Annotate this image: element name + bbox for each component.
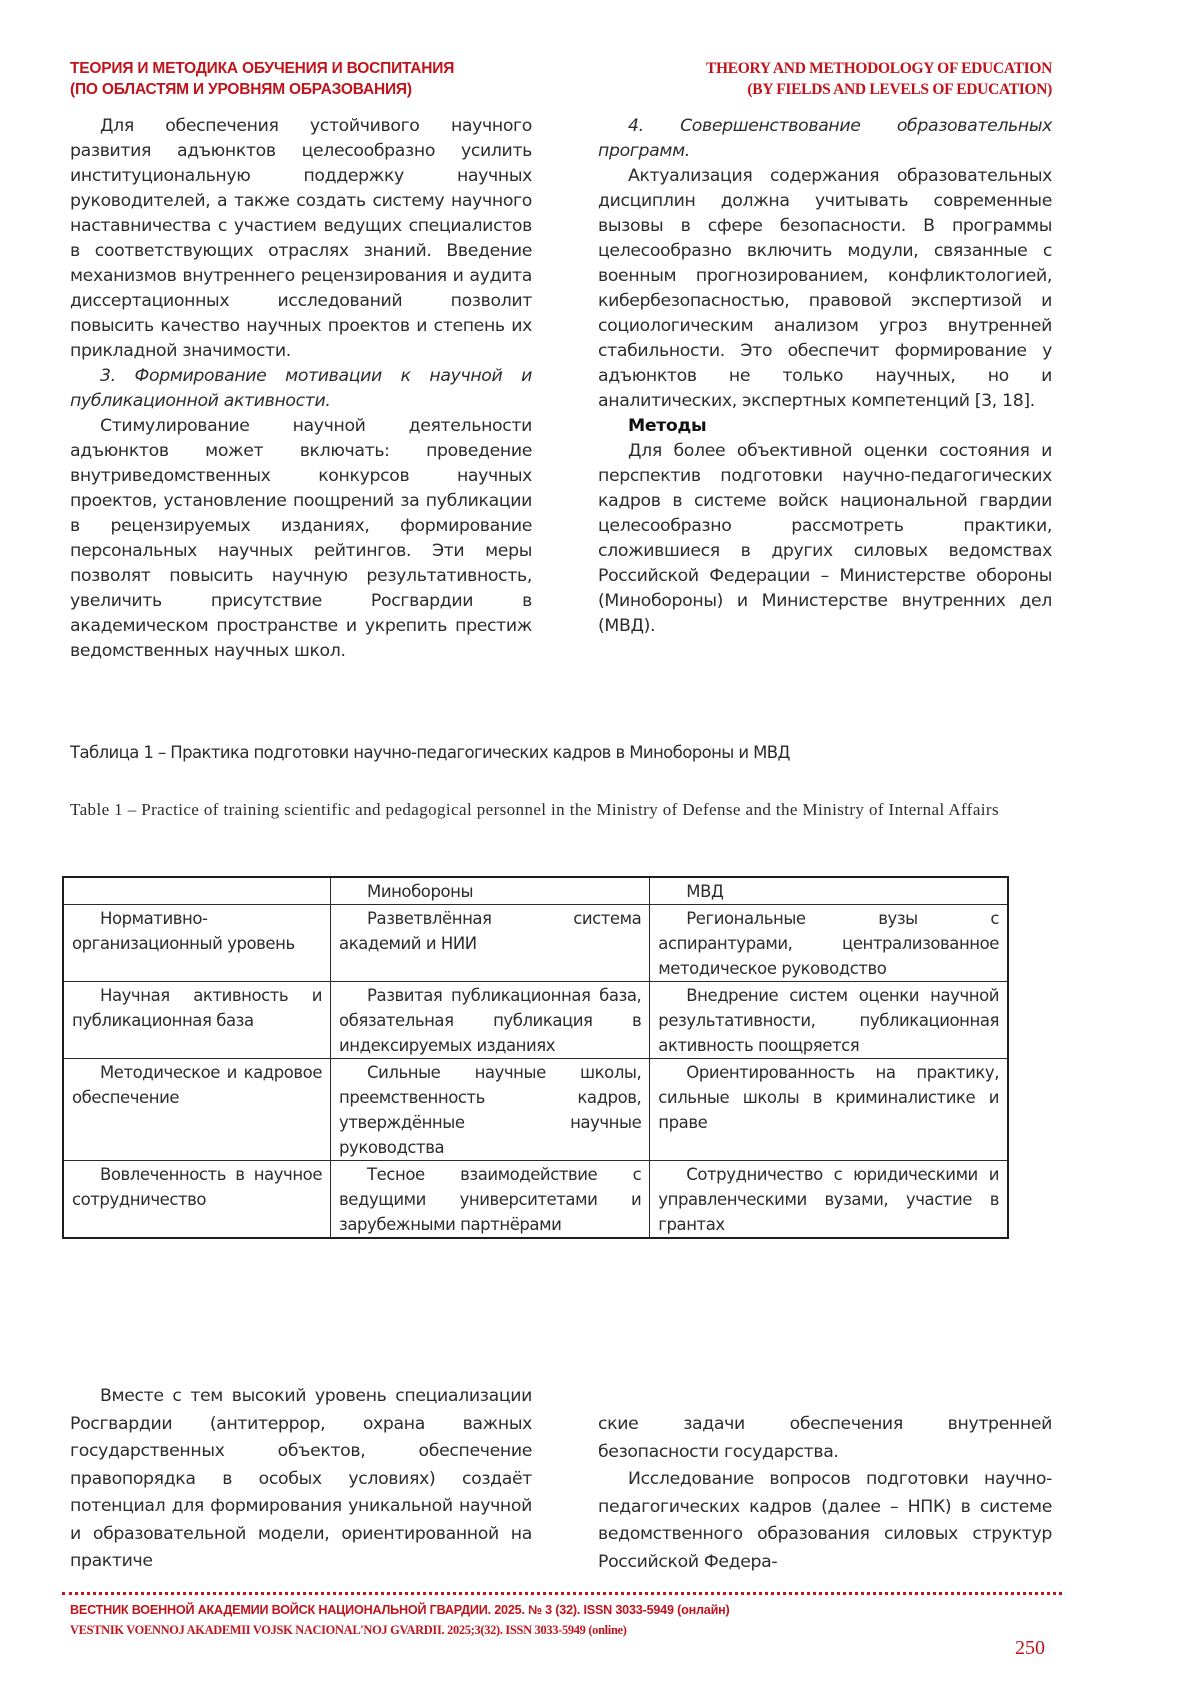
footer-divider [62, 1592, 1062, 1595]
table-header-cell [63, 877, 331, 905]
table-row [63, 982, 1008, 1059]
cell-text: Региональные вузы с аспирантурами, централизованное методическое руководство [658, 909, 999, 978]
left-column-top [70, 114, 532, 664]
right-column-bottom [598, 1411, 1052, 1576]
cell-text: Развитая публикационная база, обязательная публикация в индексируемых изданиях [339, 986, 642, 1055]
table-cell [650, 982, 1008, 1059]
paragraph: Стимулирование научной деятельности адъюнктов может включать: проведение внутриведомственных конкурсов научных проектов, установление поощрений за публикации в рецензируемых изданиях, формирование персональных научных рейтингов. Эти меры позволят повысить научную результативность, увеличить присутствие Росгвардии в академическом пространстве и укрепить престиж ведомственных научных школ. [70, 416, 532, 661]
table-row [63, 905, 1008, 982]
table-cell [650, 1161, 1008, 1239]
cell-text: Тесное взаимодействие с ведущими университетами и зарубежными партнёрами [339, 1165, 642, 1234]
table-cell [331, 1059, 650, 1161]
table-caption-en: Table 1 – Practice of training scientific and pedagogical personnel in the Ministry of Defense and the Ministry of Internal Affairs [70, 800, 999, 819]
header-en-line2: (BY FIELDS AND LEVELS OF EDUCATION) [747, 81, 1052, 98]
running-header-ru [70, 58, 590, 100]
methods-heading: Методы [628, 416, 707, 436]
section-heading-4: 4. Совершенствование образовательных программ. [598, 116, 1052, 161]
paragraph: Для более объективной оценки состояния и перспектив подготовки научно-педагогических кадров в системе войск национальной гвардии целесообразно рассмотреть практики, сложившиеся в других силовых ведомствах Российской Федерации – Министерстве обороны (Минобороны) и Министерстве внутренних дел (МВД). [598, 441, 1052, 636]
cell-text: Разветвлённая система академий и НИИ [339, 909, 642, 953]
cell-text: Внедрение систем оценки научной результативности, публикационная активность поощряется [658, 986, 999, 1055]
table-header-row [63, 877, 1008, 905]
cell-text: Сильные научные школы, преемственность кадров, утверждённые научные руководства [339, 1063, 642, 1157]
section-heading-3: 3. Формирование мотивации к научной и публикационной активности. [70, 366, 532, 411]
row-label: Научная активность и публикационная база [72, 986, 323, 1030]
table-cell [63, 982, 331, 1059]
table-cell [63, 1161, 331, 1239]
footer-journal-ru: ВЕСТНИК ВОЕННОЙ АКАДЕМИИ ВОЙСК НАЦИОНАЛЬНОЙ ГВАРДИИ. 2025. № 3 (32). ISSN 3033-5949 (онлайн) [70, 1603, 730, 1617]
cell-text: Ориентированность на практику, сильные школы в криминалистике и праве [658, 1063, 999, 1132]
table-cell [650, 905, 1008, 982]
table-cell [650, 1059, 1008, 1161]
running-header-en [532, 58, 1052, 100]
table-cell [331, 1161, 650, 1239]
table-header-cell [650, 877, 1008, 905]
table-cell [63, 905, 331, 982]
table-cell [331, 982, 650, 1059]
table-header-cell [331, 877, 650, 905]
row-label: Вовлеченность в научное сотрудничество [72, 1165, 323, 1209]
left-column-bottom [70, 1383, 532, 1576]
header-ru-line2: (ПО ОБЛАСТЯМ И УРОВНЯМ ОБРАЗОВАНИЯ) [70, 81, 412, 98]
paragraph: Исследование вопросов подготовки научно-педагогических кадров (далее – НПК) в системе ведомственного образования силовых структур Российской Федера- [598, 1469, 1052, 1572]
paragraph: Для обеспечения устойчивого научного развития адъюнктов целесообразно усилить институциональную поддержку научных руководителей, а также создать систему научного наставничества с участием ведущих специалистов в соответствующих отраслях знаний. Введение механизмов внутреннего рецензирования и аудита диссертационных исследований позволит повысить качество научных проектов и степень их прикладной значимости. [70, 116, 532, 361]
header-minoborony: Минобороны [367, 882, 474, 901]
paragraph: Вместе с тем высокий уровень специализации Росгвардии (антитеррор, охрана важных государственных объектов, обеспечение правопорядка в особых условиях) создаёт потенциал для формирования уникальной научной и образовательной модели, ориентированной на практиче [70, 1386, 532, 1571]
row-label: Нормативно-организационный уровень [72, 909, 295, 953]
page-number: 250 [1015, 1637, 1045, 1659]
comparison-table [62, 876, 1009, 1239]
table-cell [331, 905, 650, 982]
paragraph: Актуализация содержания образовательных дисциплин должна учитывать современные вызовы в сфере безопасности. В программы целесообразно включить модули, связанные с военным прогнозированием, конфликтологией, кибербезопасностью, правовой экспертизой и социологическим анализом угроз внутренней стабильности. Это обеспечит формирование у адъюнктов не только научных, но и аналитических, экспертных компетенций [3, 18]. [598, 166, 1052, 411]
header-ru-line1: ТЕОРИЯ И МЕТОДИКА ОБУЧЕНИЯ И ВОСПИТАНИЯ [70, 60, 455, 77]
table-row [63, 1161, 1008, 1239]
right-column-top [598, 114, 1052, 639]
table-caption-ru: Таблица 1 – Практика подготовки научно-педагогических кадров в Минобороны и МВД [70, 743, 790, 762]
paragraph: ские задачи обеспечения внутренней безопасности государства. [598, 1414, 1052, 1462]
table-row [63, 1059, 1008, 1161]
cell-text: Сотрудничество с юридическими и управленческими вузами, участие в грантах [658, 1165, 999, 1234]
header-mvd: МВД [686, 882, 724, 901]
row-label: Методическое и кадровое обеспечение [72, 1063, 323, 1107]
table-cell [63, 1059, 331, 1161]
header-en-line1: THEORY AND METHODOLOGY OF EDUCATION [705, 60, 1052, 77]
footer-journal-en: VESTNIK VOENNOJ AKADEMII VOJSK NACIONAL'NOJ GVARDII. 2025;3(32). ISSN 3033-5949 (online) [70, 1623, 627, 1637]
